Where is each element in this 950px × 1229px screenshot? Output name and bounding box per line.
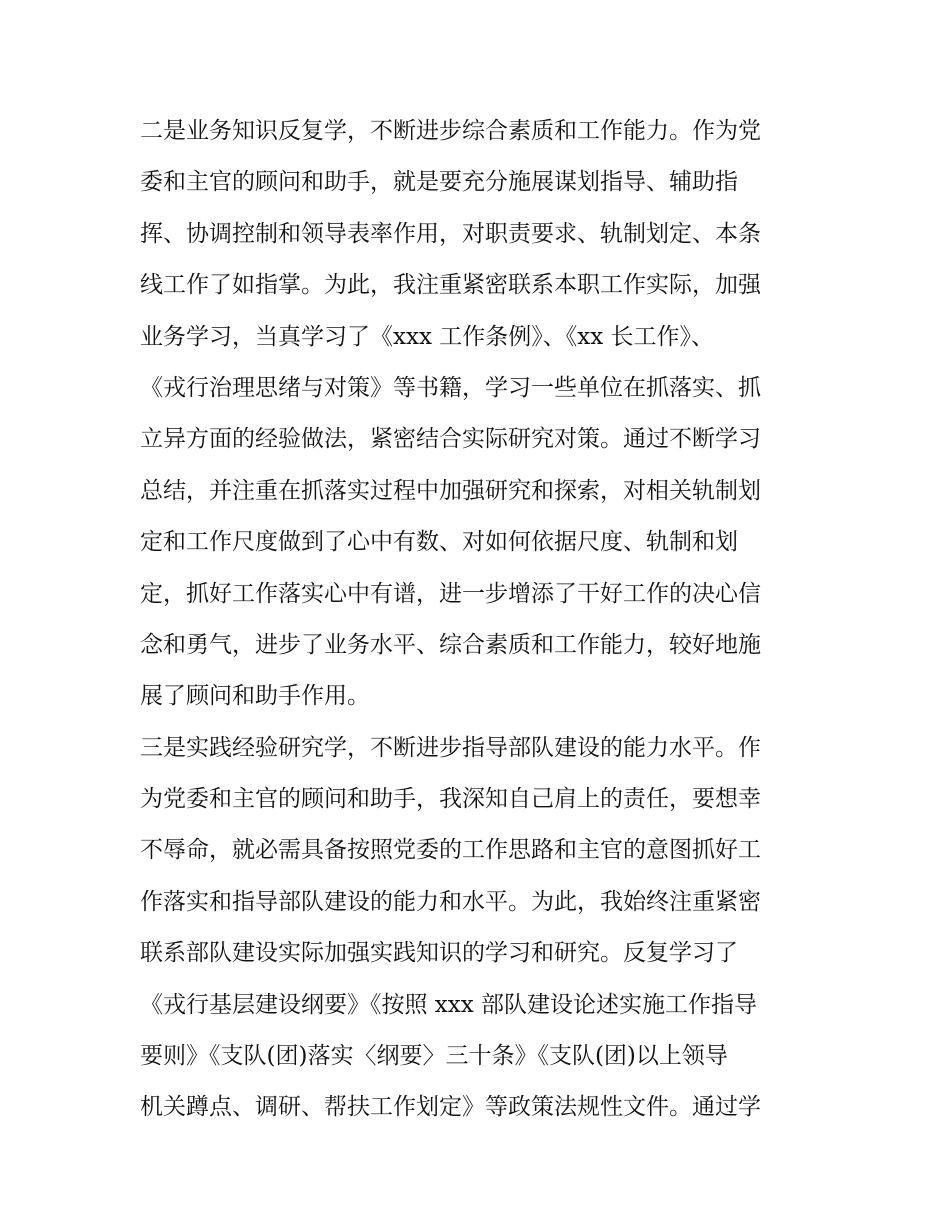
- text-line: 定，抓好工作落实心中有谱，进一步增添了干好工作的决心信: [140, 580, 761, 607]
- text-line: 作落实和指导部队建设的能力和水平。为此，我始终注重紧密: [140, 888, 761, 915]
- text-line: 联系部队建设实际加强实践知识的学习和研究。反复学习了: [140, 940, 738, 967]
- text-line: 委和主官的顾问和助手，就是要充分施展谋划指导、辅助指: [140, 169, 738, 196]
- paragraph-2: [140, 725, 830, 1136]
- text-line: 《戎行基层建设纲要》《按照 xxx 部队建设论述实施工作指导: [140, 991, 758, 1018]
- text-line: 《戎行治理思绪与对策》等书籍，学习一些单位在抓落实、抓: [140, 374, 761, 401]
- text-line: 为党委和主官的顾问和助手，我深知自己肩上的责任，要想幸: [140, 786, 761, 813]
- text-line: 线工作了如指掌。为此，我注重紧密联系本职工作实际，加强: [140, 272, 761, 299]
- text-line: 业务学习，当真学习了《xxx 工作条例》、《xx 长工作》、: [140, 323, 714, 350]
- text-line: 立异方面的经验做法，紧密结合实际研究对策。通过不断学习: [140, 426, 761, 453]
- paragraph-1: [140, 108, 830, 725]
- text-line: 机关蹲点、调研、帮扶工作划定》等政策法规性文件。通过学: [140, 1094, 761, 1121]
- body-text: [140, 108, 830, 1136]
- text-line: 三是实践经验研究学，不断进步指导部队建设的能力水平。作: [140, 734, 761, 761]
- text-line: 挥、协调控制和领导表率作用，对职责要求、轨制划定、本条: [140, 220, 761, 247]
- text-line: 二是业务知识反复学，不断进步综合素质和工作能力。作为党: [140, 118, 761, 144]
- text-line: 要则》《支队(团)落实〈纲要〉三十条》《支队(团)以上领导: [140, 1043, 728, 1070]
- text-line: 念和勇气，进步了业务水平、综合素质和工作能力，较好地施: [140, 631, 761, 658]
- text-line: 定和工作尺度做到了心中有数、对如何依据尺度、轨制和划: [140, 529, 738, 556]
- text-line: 不辱命，就必需具备按照党委的工作思路和主官的意图抓好工: [140, 837, 761, 864]
- text-line: 总结，并注重在抓落实过程中加强研究和探索，对相关轨制划: [140, 477, 761, 504]
- text-line: 展了顾问和助手作用。: [140, 683, 370, 710]
